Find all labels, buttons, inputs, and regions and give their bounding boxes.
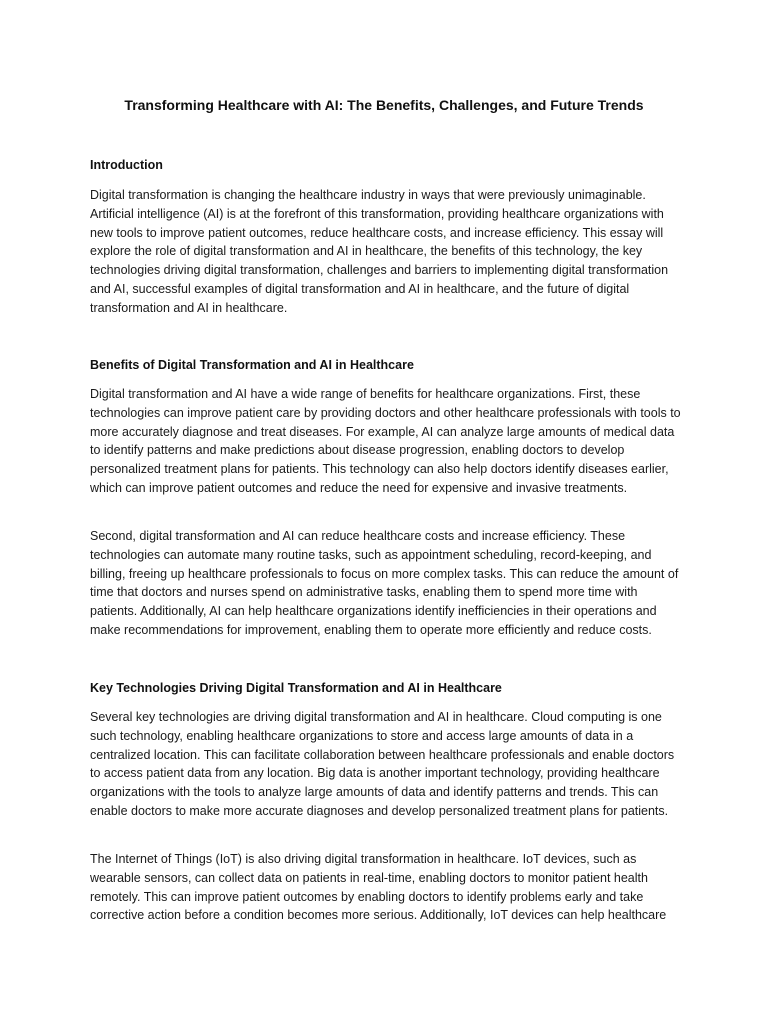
paragraph-key-technologies-2: The Internet of Things (IoT) is also driving digital transformation in healthcare. IoT devices, such as wearable sensors, can collect data on patients in real-time, enabling doctors to monitor patient health remotely. This can improve patient outcomes by enabling doctors to identify problems early and take corrective action before a condition becomes more serious. Additionally, IoT devices can help healthcare	[90, 852, 667, 923]
paragraph-introduction: Digital transformation is changing the healthcare industry in ways that were previously unimaginable. Artificial intelligence (AI) is at the forefront of this transformation, providing healthcare organizations with new tools to improve patient outcomes, reduce healthcare costs, and increase efficiency. This essay will explore the role of digital transformation and AI in healthcare, the benefits of this technology, the key technologies driving digital transformation, challenges and barriers to implementing digital transformation and AI, successful examples of digital transformation and AI in healthcare, and the future of digital transformation and AI in healthcare.	[90, 188, 669, 315]
paragraph-key-technologies-1: Several key technologies are driving digital transformation and AI in healthcare. Cloud computing is one such technology, enabling healthcare organizations to store and access large amounts of data in a centralized location. This can facilitate collaboration between healthcare professionals and enable doctors to access patient data from any location. Big data is another important technology, providing healthcare organizations with the tools to analyze large amounts of data and identify patterns and trends. This can enable doctors to make more accurate diagnoses and develop personalized treatment plans for patients.	[90, 710, 675, 818]
document-title: Transforming Healthcare with AI: The Benefits, Challenges, and Future Trends	[124, 97, 644, 113]
paragraph-benefits-1: Digital transformation and AI have a wide range of benefits for healthcare organizations. First, these technologies can improve patient care by providing doctors and other healthcare professionals with tools to more accurately diagnose and treat diseases. For example, AI can analyze large amounts of medical data to identify patterns and make predictions about disease progression, enabling doctors to develop personalized treatment plans for patients. This technology can also help doctors identify diseases earlier, which can improve patient outcomes and reduce the need for expensive and invasive treatments.	[90, 387, 681, 495]
section-heading-introduction: Introduction	[90, 158, 163, 172]
section-heading-key-technologies: Key Technologies Driving Digital Transformation and AI in Healthcare	[90, 681, 502, 695]
section-heading-benefits: Benefits of Digital Transformation and AI in Healthcare	[90, 358, 414, 372]
paragraph-benefits-2: Second, digital transformation and AI can reduce healthcare costs and increase efficiency. These technologies can automate many routine tasks, such as appointment scheduling, record-keeping, and billing, freeing up healthcare professionals to focus on more complex tasks. This can reduce the amount of time that doctors and nurses spend on administrative tasks, enabling them to spend more time with patients. Additionally, AI can help healthcare organizations identify inefficiencies in their operations and make recommendations for improvement, enabling them to operate more efficiently and reduce costs.	[90, 529, 679, 637]
